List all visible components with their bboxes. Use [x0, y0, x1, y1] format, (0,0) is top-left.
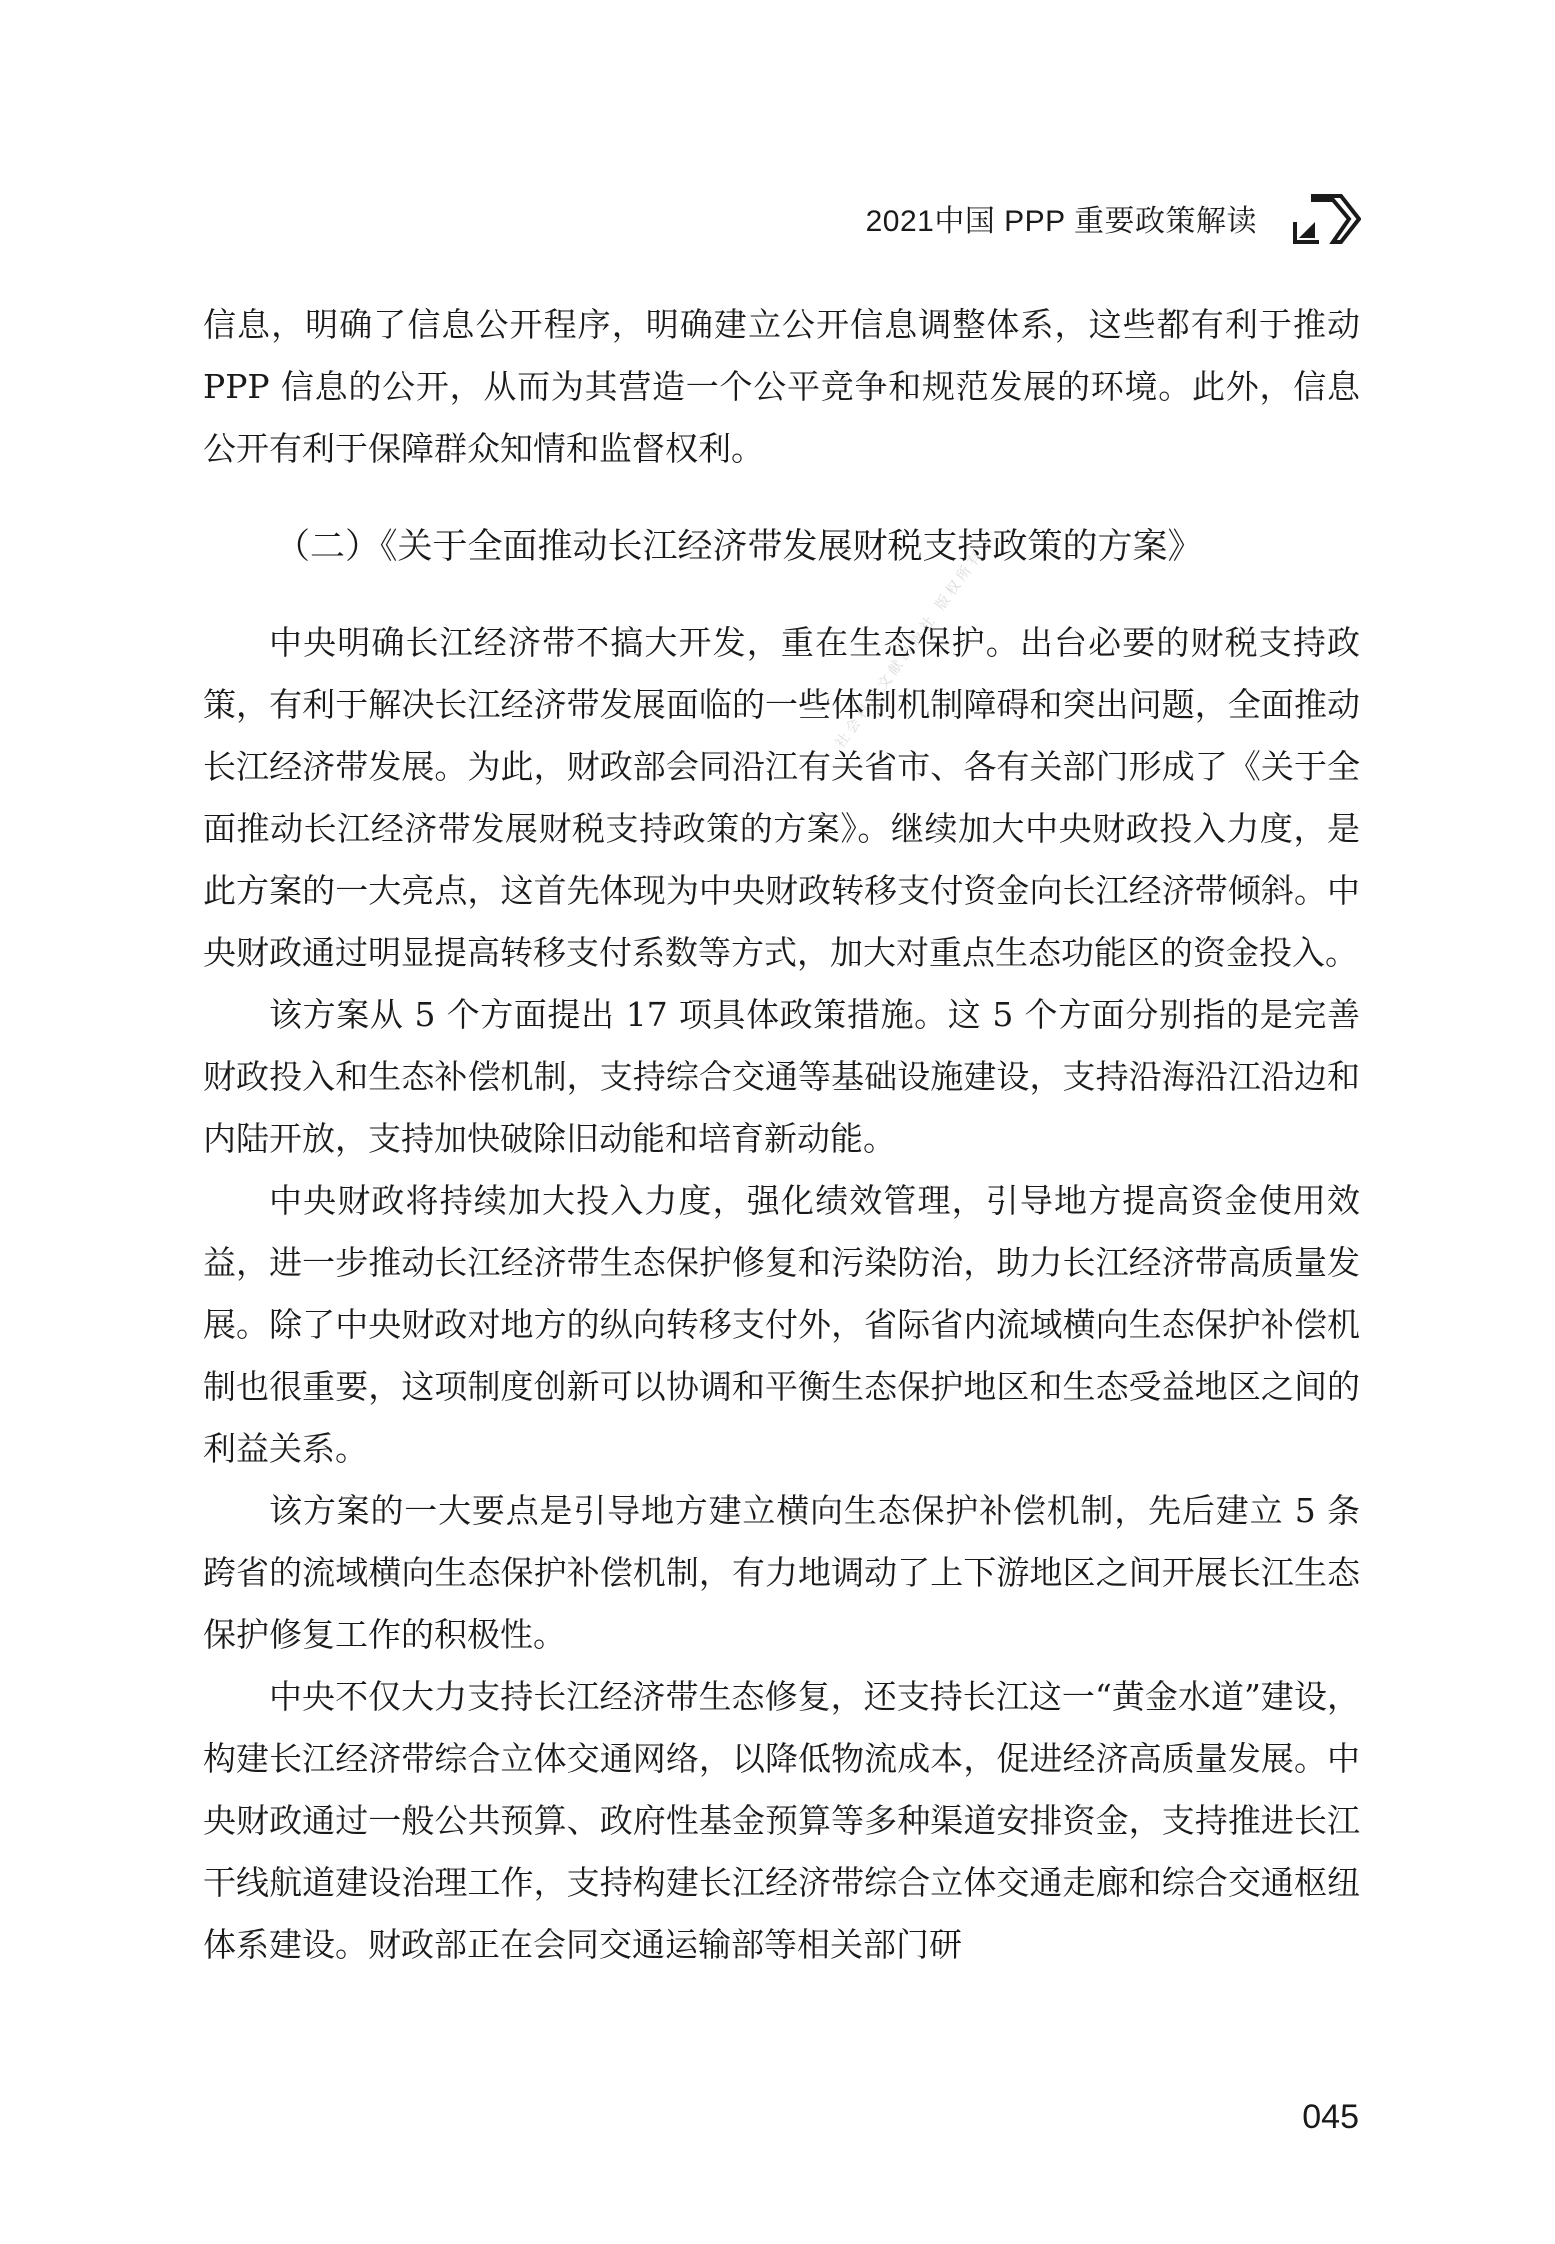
running-header-title: 2021中国 PPP 重要政策解读	[865, 205, 1257, 238]
section-heading: （二）《关于全面推动长江经济带发展财税支持政策的方案》	[275, 527, 1203, 566]
intro-paragraph: 信息，明确了信息公开程序，明确建立公开信息调整体系，这些都有利于推动 PPP 信息的公开，从而为其营造一个公平竞争和规范发展的环境。此外，信息公开有利于保障群众知情和监督权利。	[203, 305, 1360, 468]
body-text	[203, 612, 1360, 1976]
body-paragraph: 该方案从 5 个方面提出 17 项具体政策措施。这 5 个方面分别指的是完善财政投入和生态补偿机制，支持综合交通等基础设施建设，支持沿海沿江沿边和内陆开放，支持加快破除旧动能和培育新动能。	[203, 995, 1360, 1158]
body-paragraph: 中央不仅大力支持长江经济带生态修复，还支持长江这一“黄金水道”建设，构建长江经济带综合立体交通网络，以降低物流成本，促进经济高质量发展。中央财政通过一般公共预算、政府性基金预算等多种渠道安排资金，支持推进长江干线航道建设治理工作，支持构建长江经济带综合立体交通走廊和综合交通枢纽体系建设。财政部正在会同交通运输部等相关部门研	[203, 1677, 1360, 1964]
body-paragraph: 该方案的一大要点是引导地方建立横向生态保护补偿机制，先后建立 5 条跨省的流域横向生态保护补偿机制，有力地调动了上下游地区之间开展长江生态保护修复工作的积极性。	[203, 1491, 1360, 1654]
body-paragraph: 中央财政将持续加大投入力度，强化绩效管理，引导地方提高资金使用效益，进一步推动长江经济带生态保护修复和污染防治，助力长江经济带高质量发展。除了中央财政对地方的纵向转移支付外，省际省内流域横向生态保护补偿机制也很重要，这项制度创新可以协调和平衡生态保护地区和生态受益地区之间的利益关系。	[203, 1181, 1360, 1468]
intro-paragraph-block	[203, 294, 1360, 480]
watermark: 社会科学文献出版社 版权所有	[832, 545, 988, 752]
body-paragraph: 中央明确长江经济带不搞大开发，重在生态保护。出台必要的财税支持政策，有利于解决长江经济带发展面临的一些体制机制障碍和突出问题，全面推动长江经济带发展。为此，财政部会同沿江有关省市、各有关部门形成了《关于全面推动长江经济带发展财税支持政策的方案》。继续加大中央财政投入力度，是此方案的一大亮点，这首先体现为中央财政转移支付资金向长江经济带倾斜。中央财政通过明显提高转移支付系数等方式，加大对重点生态功能区的资金投入。	[203, 623, 1360, 972]
chapter-arrow-icon	[1293, 192, 1361, 246]
page-number: 045	[1302, 2098, 1359, 2136]
